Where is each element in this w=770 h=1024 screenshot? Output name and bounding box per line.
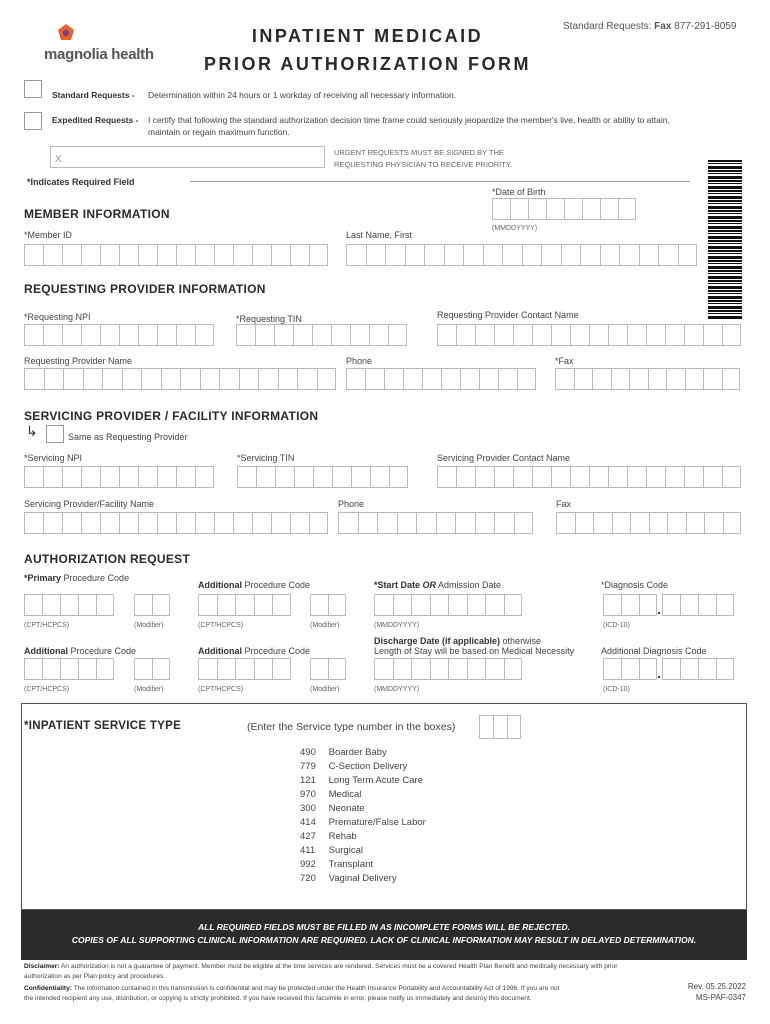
service-label: Long Term Acute Care [328,775,423,786]
requesting-name-label: Requesting Provider Name [24,356,133,366]
service-type-item [300,774,426,788]
service-code: 779 [300,761,316,772]
arrow-icon: ↳ [26,423,38,439]
servicing-npi-label: *Servicing NPI [24,453,83,463]
logo-text: magnolia health [44,46,154,63]
dob-hint: (MMDDYYYY) [492,225,538,232]
last-first-name-label: Last Name, First [346,230,413,240]
service-type-list [300,746,426,886]
start-date-bold: *Start Date [374,580,423,590]
additional-procedure-rest-1: Procedure Code [242,580,311,590]
service-label: Vaginal Delivery [328,873,397,884]
service-type-item [300,760,426,774]
primary-modifier-boxes[interactable] [134,594,170,616]
urgent-note-line1: URGENT REQUESTS MUST BE SIGNED BY THE [334,148,504,157]
requesting-tin-boxes[interactable] [236,324,407,346]
standard-request-label: Standard Requests - [52,90,135,100]
confidentiality-label: Confidentiality: [24,985,72,992]
additional-modifier-hint-1: (Modifier) [310,622,340,629]
service-code: 414 [300,817,316,828]
additional-procedure-rest-2: Procedure Code [68,646,137,656]
urgent-note-line2: REQUESTING PHYSICIAN TO RECEIVE PRIORITY. [334,160,512,169]
confidentiality [24,984,559,1004]
confidentiality-text1: The information contained in this transmission is confidential and may be protected under the Health Insurance Portability and Accountability Act of 1996. If you are not [72,985,560,992]
discharge-date-label [374,636,541,646]
fax-header-bold: Fax [654,21,672,32]
service-type-heading: *INPATIENT SERVICE TYPE [24,720,182,732]
service-label: Medical [328,789,362,800]
additional-procedure-label-1 [198,580,310,590]
additional-cpt-hint-2: (CPT/HCPCS) [24,686,70,693]
primary-modifier-hint: (Modifier) [134,622,164,629]
service-type-item [300,872,426,886]
requesting-provider-heading: REQUESTING PROVIDER INFORMATION [24,282,266,296]
logo [44,22,174,70]
servicing-fax-boxes[interactable] [556,512,741,534]
service-code: 490 [300,747,316,758]
additional-cpt-hint-3: (CPT/HCPCS) [198,686,244,693]
servicing-phone-label: Phone [338,499,365,509]
additional-diagnosis-decimal-dot [658,676,660,678]
disclaimer-text1: An authorization is not a guarantee of payment. Member must be eligible at the time services are rendered. Services must be a covered Health Plan Benefit and medically necessary with prior [59,963,618,970]
additional-diagnosis-hint: (ICD-10) [603,686,630,693]
primary-cpt-hint: (CPT/HCPCS) [24,622,70,629]
start-date-label [374,580,501,590]
service-code: 720 [300,873,316,884]
service-label: Boarder Baby [328,747,387,758]
standard-request-desc: Determination within 24 hours or 1 workday of receiving all necessary information. [148,90,457,100]
servicing-provider-heading: SERVICING PROVIDER / FACILITY INFORMATION [24,409,319,423]
discharge-date-boxes[interactable] [374,658,522,680]
service-type-item [300,788,426,802]
barcode [708,160,742,320]
member-info-heading: MEMBER INFORMATION [24,207,170,221]
service-code: 121 [300,775,316,786]
divider-line [190,181,690,182]
service-type-item [300,858,426,872]
notice-line1: ALL REQUIRED FIELDS MUST BE FILLED IN AS INCOMPLETE FORMS WILL BE REJECTED. [198,922,570,932]
additional-procedure-label-3 [198,646,310,656]
requesting-phone-boxes[interactable] [346,368,536,390]
expedited-request-checkbox[interactable] [24,112,42,130]
diagnosis-code-boxes-b[interactable] [662,594,734,616]
service-label: Surgical [328,845,363,856]
requesting-contact-label: Requesting Provider Contact Name [437,310,579,320]
primary-procedure-rest: Procedure Code [61,573,130,583]
requesting-npi-label: *Requesting NPI [24,312,91,322]
required-field-note: *Indicates Required Field [27,177,135,187]
additional-procedure-bold-1: Additional [198,580,242,590]
discharge-date-line2: Length of Stay will be based on Medical Necessity [374,646,575,656]
additional-cpt-boxes-3[interactable] [198,658,291,680]
service-code: 300 [300,803,316,814]
same-as-requesting-label: Same as Requesting Provider [68,432,188,442]
dob-label: *Date of Birth [492,187,546,197]
additional-diagnosis-label: Additional Diagnosis Code [601,646,707,656]
diagnosis-hint: (ICD-10) [603,622,630,629]
service-type-boxes[interactable] [479,715,521,739]
requesting-fax-boxes[interactable] [555,368,740,390]
additional-modifier-boxes-1[interactable] [310,594,346,616]
signature-x-mark: X [55,154,62,165]
additional-modifier-hint-3: (Modifier) [310,686,340,693]
fax-header-label: Standard Requests: [563,21,655,32]
servicing-contact-boxes[interactable] [437,466,741,488]
service-label: Rehab [328,831,357,842]
servicing-phone-boxes[interactable] [338,512,533,534]
disclaimer-text2: authorization as per Plan policy and procedures. [24,973,166,980]
primary-cpt-boxes[interactable] [24,594,114,616]
service-label: C-Section Delivery [328,761,408,772]
discharge-date-hint: (MMDDYYYY) [374,686,420,693]
requesting-npi-boxes[interactable] [24,324,214,346]
service-code: 970 [300,789,316,800]
start-date-boxes[interactable] [374,594,522,616]
confidentiality-text2: the intended recipient any use, distribution, or copying is strictly prohibited. If you have received this facsimile in error, please notify us immediately and destroy this document. [24,995,532,1002]
additional-modifier-boxes-2[interactable] [134,658,170,680]
service-label: Premature/False Labor [328,817,426,828]
diagnosis-code-boxes-a[interactable] [603,594,657,616]
standard-request-checkbox[interactable] [24,80,42,98]
servicing-name-boxes[interactable] [24,512,328,534]
servicing-fax-label: Fax [556,499,572,509]
diagnosis-decimal-dot [658,612,660,614]
additional-cpt-boxes-2[interactable] [24,658,114,680]
dob-boxes[interactable] [492,198,636,220]
revision-date: Rev. 05.25.2022 [687,982,746,991]
diagnosis-code-label: *Diagnosis Code [601,580,669,590]
start-date-rest: Admission Date [436,580,502,590]
authorization-heading: AUTHORIZATION REQUEST [24,552,191,566]
fax-header-number: 877-291-8059 [671,21,737,32]
physician-signature-field[interactable] [50,146,325,168]
expedited-request-label: Expedited Requests - [52,115,139,125]
disclaimer [24,962,617,982]
service-label: Neonate [328,803,365,814]
service-type-item [300,816,426,830]
requesting-phone-label: Phone [346,356,373,366]
additional-procedure-bold-3: Additional [198,646,242,656]
service-type-item [300,746,426,760]
additional-modifier-boxes-3[interactable] [310,658,346,680]
member-id-boxes[interactable] [24,244,328,266]
start-date-or: OR [422,580,437,590]
additional-procedure-label-2 [24,646,136,656]
service-code: 427 [300,831,316,842]
additional-cpt-boxes-1[interactable] [198,594,291,616]
magnolia-logo-icon [54,22,78,46]
servicing-tin-boxes[interactable] [237,466,408,488]
discharge-date-rest: otherwise [500,636,542,646]
additional-modifier-hint-2: (Modifier) [134,686,164,693]
expedited-request-desc1: I certify that following the standard authorization decision time frame could seriously jeopardize the member's live, health or ability to attain, [148,115,670,125]
primary-procedure-label [24,573,129,583]
service-type-item [300,830,426,844]
requesting-tin-label: *Requesting TIN [236,314,302,324]
notice-line2: COPIES OF ALL SUPPORTING CLINICAL INFORMATION ARE REQUIRED. LACK OF CLINICAL INFORMATION MAY RESULT IN DELAYED DETERMINATION. [71,935,697,945]
discharge-date-bold: Discharge Date (if applicable) [374,636,501,646]
disclaimer-label: Disclaimer: [24,963,60,970]
form-title-line1: INPATIENT MEDICAID [251,26,484,46]
additional-procedure-rest-3: Procedure Code [242,646,311,656]
expedited-request-desc2: maintain or regain maximum function. [148,127,290,137]
primary-procedure-bold: *Primary [24,573,62,583]
same-as-requesting-checkbox[interactable] [46,425,64,443]
fax-header [563,21,736,32]
additional-diagnosis-boxes-a[interactable] [603,658,657,680]
requesting-name-boxes[interactable] [24,368,336,390]
service-type-instruction: (Enter the Service type number in the boxes) [247,721,456,733]
additional-diagnosis-boxes-b[interactable] [662,658,734,680]
member-id-label: *Member ID [24,230,73,240]
servicing-contact-label: Servicing Provider Contact Name [437,453,571,463]
servicing-name-label: Servicing Provider/Facility Name [24,499,155,509]
service-code: 411 [300,845,316,856]
form-id: MS-PAF-0347 [695,993,746,1002]
requesting-contact-boxes[interactable] [437,324,741,346]
notice-bar [21,910,747,960]
form-title-line2: PRIOR AUTHORIZATION FORM [204,54,531,74]
service-label: Transplant [328,859,373,870]
requesting-fax-label: *Fax [555,356,574,366]
start-date-hint: (MMDDYYYY) [374,622,420,629]
service-type-item [300,802,426,816]
additional-procedure-bold-2: Additional [24,646,68,656]
servicing-tin-label: *Servicing TIN [237,453,295,463]
service-type-item [300,844,426,858]
service-code: 992 [300,859,316,870]
additional-cpt-hint-1: (CPT/HCPCS) [198,622,244,629]
last-first-name-boxes[interactable] [346,244,697,266]
servicing-npi-boxes[interactable] [24,466,214,488]
